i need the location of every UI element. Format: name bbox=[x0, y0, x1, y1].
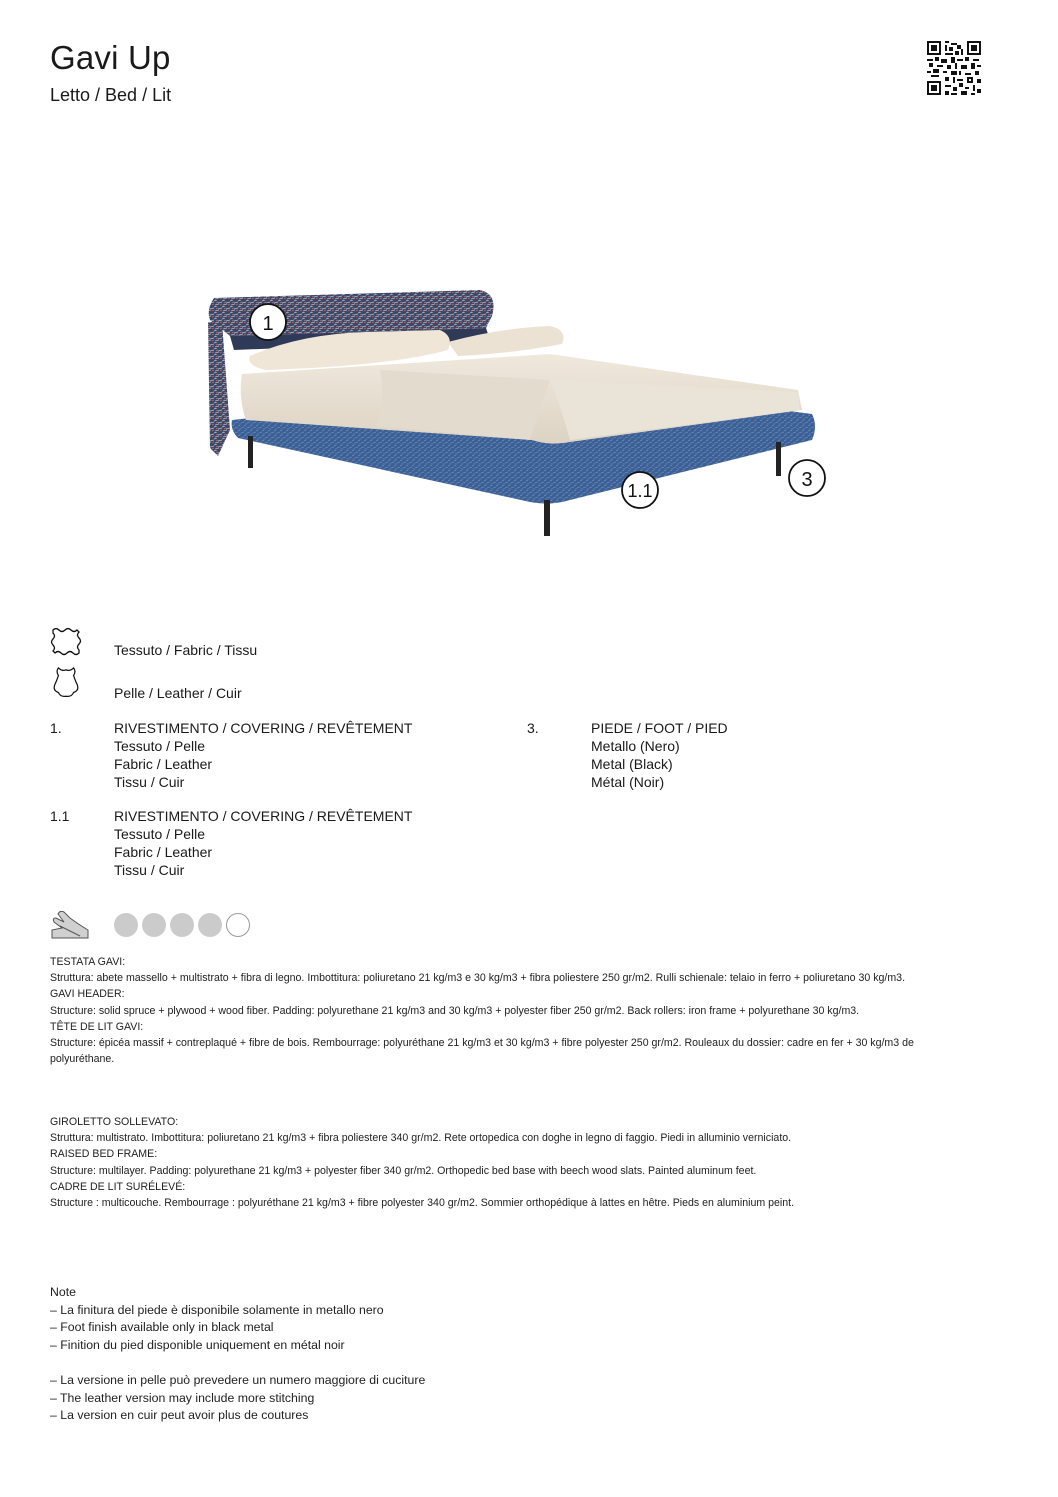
section-heading: CADRE DE LIT SURÉLEVÉ: bbox=[50, 1180, 186, 1193]
bed-leg bbox=[248, 436, 253, 468]
rating-dot-filled bbox=[142, 913, 166, 937]
spec-item bbox=[50, 807, 490, 879]
material-fabric-label: Tessuto / Fabric / Tissu bbox=[114, 642, 258, 658]
spec-line: Metallo (Nero) bbox=[591, 738, 680, 754]
callout-1 bbox=[250, 304, 286, 340]
svg-text:1.1: 1.1 bbox=[627, 481, 653, 501]
rating-dot-filled bbox=[170, 913, 194, 937]
spec-line: Metal (Black) bbox=[591, 756, 673, 772]
section-text: Struttura: abete massello + multistrato + fibra di legno. Imbottitura: poliuretano 21 kg/m3 e 30 kg/m3 + fibra poliestere 250 gr/m2. Rulli schienale: telaio in ferro + poliuretano 30 kg/m3. bbox=[50, 972, 906, 985]
notes-heading: Note bbox=[50, 1285, 76, 1299]
rating-dot-empty bbox=[226, 913, 250, 937]
comfort-rating bbox=[114, 913, 254, 937]
spec-item bbox=[527, 719, 827, 791]
material-fabric bbox=[50, 626, 450, 662]
material-leather-label: Pelle / Leather / Cuir bbox=[114, 685, 242, 701]
note-line: – The leather version may include more stitching bbox=[50, 1390, 315, 1405]
spec-line: Tissu / Cuir bbox=[114, 862, 185, 878]
spec-line: Tessuto / Pelle bbox=[114, 738, 206, 754]
spec-title: PIEDE / FOOT / PIED bbox=[591, 720, 728, 736]
spec-title: RIVESTIMENTO / COVERING / REVÊTEMENT bbox=[114, 720, 413, 736]
spec-line: Fabric / Leather bbox=[114, 756, 213, 772]
section-text: Structure: solid spruce + plywood + wood fiber. Padding: polyurethane 21 kg/m3 and 30 kg/m3 + polyester fiber 250 gr/m2. Back rollers: iron frame + polyurethane 30 kg/m3. bbox=[50, 1004, 860, 1017]
spec-number: 1. bbox=[50, 720, 62, 736]
notes bbox=[50, 1284, 650, 1425]
spec-line: Fabric / Leather bbox=[114, 844, 213, 860]
note-line: – Finition du pied disponible uniquement en métal noir bbox=[50, 1337, 345, 1352]
frame-description bbox=[50, 1114, 980, 1211]
section-heading: TÊTE DE LIT GAVI: bbox=[50, 1020, 144, 1033]
svg-text:3: 3 bbox=[801, 469, 813, 491]
section-text: Structure: épicéa massif + contreplaqué + fibre de bois. Rembourrage: polyuréthane 21 kg/m3 et 30 kg/m3 + fibre polyester 250 gr/m2. Rouleaux du dossier: cadre en fer + 30 kg/m3 de polyuréthane. bbox=[50, 1037, 914, 1066]
bed-illustration bbox=[190, 270, 840, 550]
headboard-description bbox=[50, 954, 980, 1067]
qr-code-icon bbox=[927, 41, 981, 95]
note-line: – La finitura del piede è disponibile solamente in metallo nero bbox=[50, 1302, 384, 1317]
note-line: – La version en cuir peut avoir plus de coutures bbox=[50, 1408, 309, 1423]
spec-line: Tissu / Cuir bbox=[114, 774, 185, 790]
section-text: Structure: multilayer. Padding: polyurethane 21 kg/m3 + polyester fiber 340 gr/m2. Orthopedic bed base with beech wood slats. Painted aluminum feet. bbox=[50, 1164, 757, 1177]
callout-3 bbox=[789, 460, 825, 496]
note-line: – Foot finish available only in black metal bbox=[50, 1320, 274, 1335]
callout-1-1 bbox=[622, 472, 658, 508]
section-heading: RAISED BED FRAME: bbox=[50, 1148, 158, 1161]
spec-item bbox=[50, 719, 490, 791]
rating-dot-filled bbox=[114, 913, 138, 937]
headboard bbox=[208, 322, 230, 456]
spec-number: 1.1 bbox=[50, 808, 70, 824]
section-heading: TESTATA GAVI: bbox=[50, 956, 126, 968]
svg-text:1: 1 bbox=[262, 313, 274, 335]
leather-hide-icon bbox=[50, 666, 82, 700]
rating-dot-filled bbox=[198, 913, 222, 937]
note-line: – La versione in pelle può prevedere un numero maggiore di cuciture bbox=[50, 1372, 426, 1387]
spec-line: Tessuto / Pelle bbox=[114, 826, 206, 842]
spec-number: 3. bbox=[527, 720, 539, 736]
page-title: Gavi Up bbox=[50, 39, 171, 76]
bed-leg bbox=[544, 500, 550, 536]
care-hand-icon bbox=[50, 908, 90, 940]
page-subtitle: Letto / Bed / Lit bbox=[50, 85, 172, 105]
fabric-swatch-icon bbox=[50, 626, 82, 660]
spec-line: Métal (Noir) bbox=[591, 774, 665, 790]
bed-leg bbox=[776, 442, 781, 476]
material-leather bbox=[50, 666, 450, 702]
section-heading: GIROLETTO SOLLEVATO: bbox=[50, 1116, 179, 1128]
spec-title: RIVESTIMENTO / COVERING / REVÊTEMENT bbox=[114, 808, 413, 824]
section-text: Structure : multicouche. Rembourrage : polyuréthane 21 kg/m3 + fibre polyester 340 gr/m2. Sommier orthopédique à lattes en hêtre. Pieds en aluminium peint. bbox=[50, 1197, 795, 1210]
section-text: Struttura: multistrato. Imbottitura: poliuretano 21 kg/m3 + fibra poliestere 340 gr/m2. Rete ortopedica con doghe in legno di faggio. Piedi in alluminio verniciato. bbox=[50, 1132, 792, 1145]
section-heading: GAVI HEADER: bbox=[50, 988, 125, 1001]
